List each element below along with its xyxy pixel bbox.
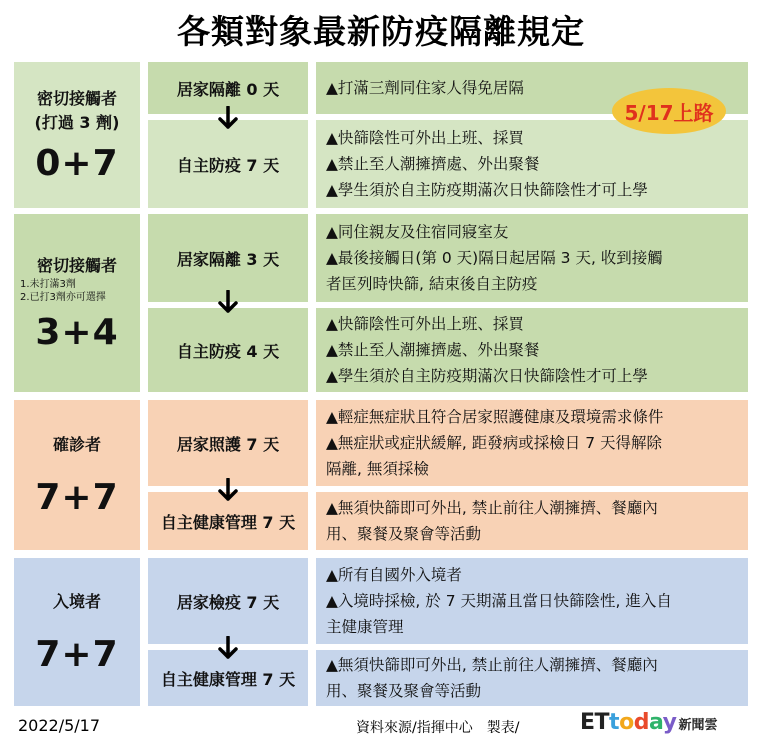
section-close-contact-boosted <box>14 62 140 208</box>
note-line: 用、聚餐及聚會等活動 <box>326 525 482 543</box>
step-notes <box>316 492 748 550</box>
step-name: 居家照護 7 天 <box>148 400 308 486</box>
note-line: ▲禁止至人潮擁擠處、外出聚餐 <box>326 155 540 173</box>
section-arrival <box>14 558 140 706</box>
footer-source: 資料來源/指揮中心 製表/ <box>356 720 520 736</box>
section-note: 1.未打滿3劑 <box>20 278 76 290</box>
down-arrow-icon <box>218 478 238 502</box>
section-note: 2.已打3劑亦可選擇 <box>20 291 106 303</box>
step-notes <box>316 214 748 302</box>
note-line: ▲無須快篩即可外出, 禁止前往人潮擁擠、餐廳內 <box>326 499 658 517</box>
effective-date-badge: 5/17上路 <box>612 88 726 134</box>
note-line: ▲同住親友及住宿同寢室友 <box>326 223 509 241</box>
step-name: 居家隔離 3 天 <box>148 214 308 302</box>
note-line: ▲所有自國外入境者 <box>326 566 462 584</box>
note-line: ▲快篩陰性可外出上班、採買 <box>326 315 524 333</box>
section-close-contact-unboosted <box>14 214 140 392</box>
section-label: 入境者 <box>52 591 101 611</box>
down-arrow-icon <box>218 106 238 130</box>
step-notes <box>316 650 748 706</box>
note-line: 隔離, 無須採檢 <box>326 460 429 478</box>
note-line: ▲禁止至人潮擁擠處、外出聚餐 <box>326 341 540 359</box>
note-line: ▲快篩陰性可外出上班、採買 <box>326 129 524 147</box>
section-label: 密切接觸者 <box>36 255 117 275</box>
ettoday-logo: ETtoday 新聞雲 <box>580 710 718 735</box>
section-formula: 7+7 <box>35 476 119 518</box>
note-line: ▲打滿三劑同住家人得免居隔 <box>326 79 524 97</box>
note-line: ▲輕症無症狀且符合居家照護健康及環境需求條件 <box>326 408 664 426</box>
section-label: 確診者 <box>52 434 101 454</box>
note-line: ▲無須快篩即可外出, 禁止前往人潮擁擠、餐廳內 <box>326 656 658 674</box>
section-formula: 0+7 <box>35 142 119 184</box>
step-name: 居家檢疫 7 天 <box>148 558 308 644</box>
step-name: 自主防疫 4 天 <box>148 308 308 392</box>
note-line: ▲學生須於自主防疫期滿次日快篩陰性才可上學 <box>326 367 648 385</box>
section-label: 密切接觸者 <box>36 88 117 108</box>
section-sublabel: (打過 3 劑) <box>34 112 120 132</box>
page-title: 各類對象最新防疫隔離規定 <box>177 12 585 51</box>
note-line: ▲入境時採檢, 於 7 天期滿且當日快篩陰性, 進入自 <box>326 592 672 610</box>
step-notes <box>316 558 748 644</box>
step-notes <box>316 308 748 392</box>
note-line: 用、聚餐及聚會等活動 <box>326 682 482 700</box>
step-name: 自主健康管理 7 天 <box>148 492 308 550</box>
section-formula: 3+4 <box>35 311 119 353</box>
note-line: ▲最後接觸日(第 0 天)隔日起居隔 3 天, 收到接觸 <box>326 249 663 267</box>
step-name: 自主防疫 7 天 <box>148 120 308 208</box>
step-name: 居家隔離 0 天 <box>148 62 308 114</box>
note-line: 主健康管理 <box>326 618 404 636</box>
section-confirmed-case <box>14 400 140 550</box>
note-line: ▲無症狀或症狀緩解, 距發病或採檢日 7 天得解除 <box>326 434 662 452</box>
note-line: ▲學生須於自主防疫期滿次日快篩陰性才可上學 <box>326 181 648 199</box>
section-formula: 7+7 <box>35 633 119 675</box>
down-arrow-icon <box>218 290 238 314</box>
note-line: 者匡列時快篩, 結束後自主防疫 <box>326 275 538 293</box>
step-notes <box>316 400 748 486</box>
step-name: 自主健康管理 7 天 <box>148 650 308 706</box>
footer-date: 2022/5/17 <box>18 716 101 735</box>
down-arrow-icon <box>218 636 238 660</box>
